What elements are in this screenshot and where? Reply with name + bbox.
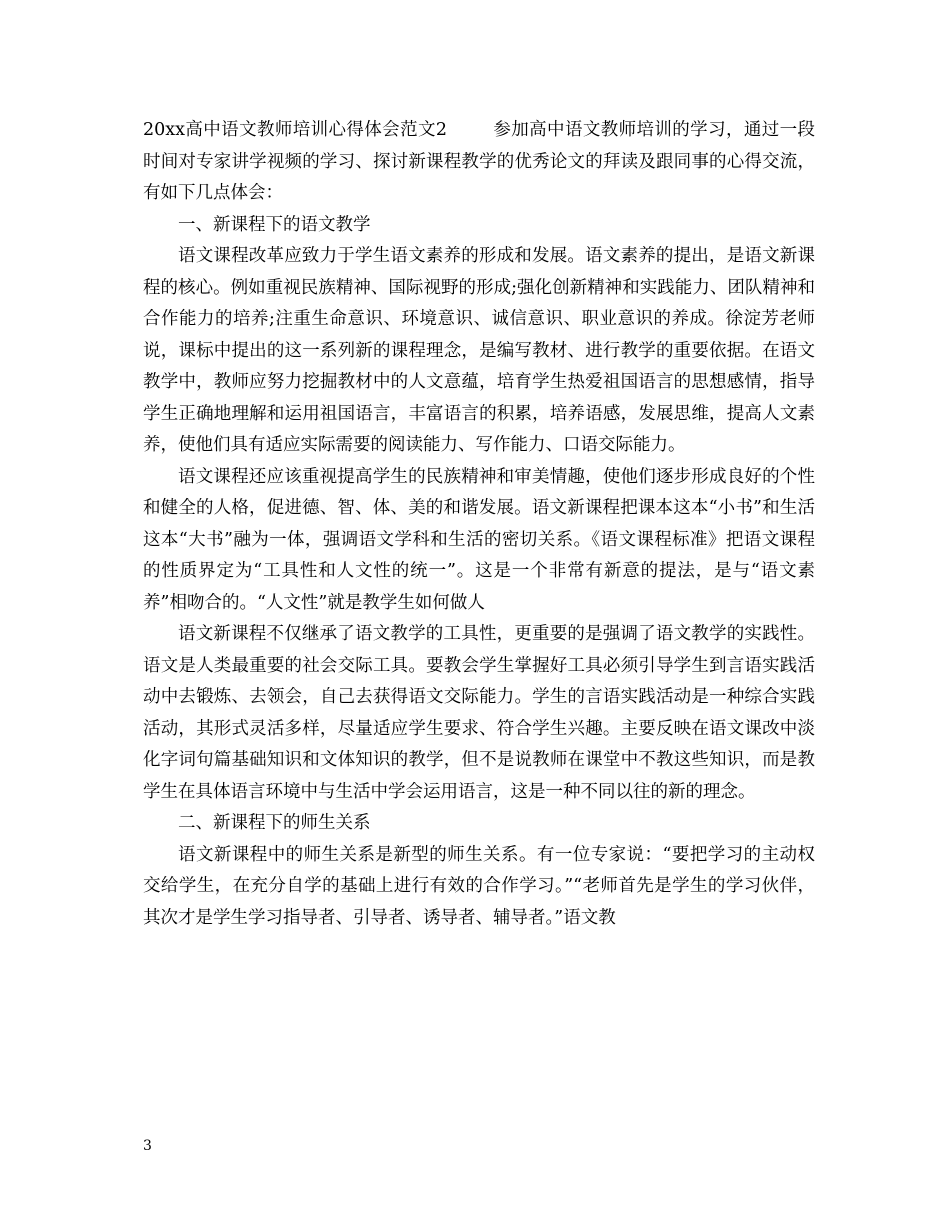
document-title: 20xx高中语文教师培训心得体会范文2 xyxy=(143,120,447,140)
body-paragraph: 语文课程改革应致力于学生语文素养的形成和发展。语文素养的提出，是语文新课程的核心。例如重视民族精神、国际视野的形成;强化创新精神和实践能力、团队精神和合作能力的培养;注重生命意识、环境意识、诚信意识、职业意识的养成。徐淀芳老师说，课标中提出的这一系列新的课程理念，是编写教材、进行教学的重要依据。在语文教学中，教师应努力挖掘教材中的人文意蕴，培育学生热爱祖国语言的思想感情，指导学生正确地理解和运用祖国语言，丰富语言的积累，培养语感，发展思维，提高人文素养，使他们具有适应实际需要的阅读能力、写作能力、口语交际能力。 xyxy=(143,246,815,455)
body-paragraph: 语文课程还应该重视提高学生的民族精神和审美情趣，使他们逐步形成良好的个性和健全的人格，促进德、智、体、美的和谐发展。语文新课程把课本这本“小书”和生活这本“大书”融为一体，强调语文学科和生活的密切关系。《语文课程标准》把语文课程的性质界定为“工具性和人文性的统一”。这是一个非常有新意的提法，是与“语文素养”相吻合的。“人文性”就是教学生如何做人 xyxy=(143,466,815,613)
body-paragraph: 语文新课程中的师生关系是新型的师生关系。有一位专家说：“要把学习的主动权交给学生，在充分自学的基础上进行有效的合作学习。”“老师首先是学生的学习伙伴，其次才是学生学习指导者、引导者、诱导者、辅导者。”语文教 xyxy=(143,844,815,928)
document-body xyxy=(143,115,815,934)
intro-paragraph xyxy=(143,115,815,210)
page-number: 3 xyxy=(143,1138,152,1154)
section-heading-2: 二、新课程下的师生关系 xyxy=(178,813,371,833)
section-heading-1: 一、新课程下的语文教学 xyxy=(178,214,371,235)
body-paragraph: 语文新课程不仅继承了语文教学的工具性，更重要的是强调了语文教学的实践性。语文是人类最重要的社会交际工具。要教会学生掌握好工具必须引导学生到言语实践活动中去锻炼、去领会，自己去获得语文交际能力。学生的言语实践活动是一种综合实践活动，其形式灵活多样，尽量适应学生要求、符合学生兴趣。主要反映在语文课改中淡化字词句篇基础知识和文体知识的教学，但不是说教师在课堂中不教这些知识，而是教学生在具体语言环境中与生活中学会运用语言，这是一种不同以往的新的理念。 xyxy=(143,624,815,802)
intro-text: 参加高中语文教师培训的学习，通过一段时间对专家讲学视频的学习、探讨新课程教学的优秀论文的拜读及跟同事的心得交流，有如下几点体会： xyxy=(143,120,816,203)
